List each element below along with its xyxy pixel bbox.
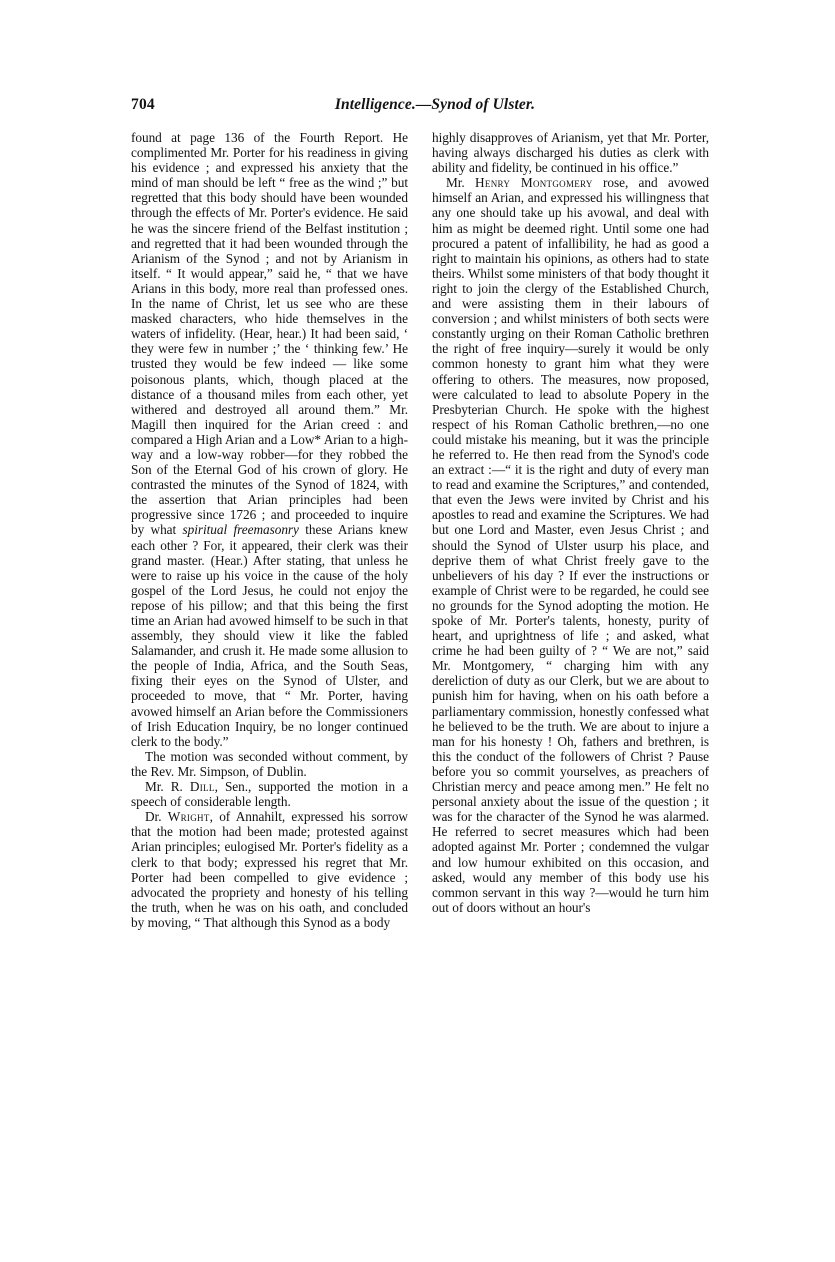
paragraph: The motion was seconded without comment, by the Rev. Mr. Simpson, of Dublin. xyxy=(131,748,408,779)
page-number: 704 xyxy=(131,96,155,113)
paragraph: Dr. Wright, of Annahilt, expressed his sorrow that the motion had been made; protested against Arian principles; eulogised Mr. Porter's fidelity as a clerk to that body; expressed his regret that Mr. Porter had been compelled to give evidence ; advocated the propriety and honesty of his telling the truth, when he was on his oath, and concluded by moving, “ That although this Synod as a body xyxy=(131,809,408,930)
italic-phrase: spiritual freemasonry xyxy=(182,522,299,538)
paragraph: Mr. Henry Montgomery rose, and avowed himself an Arian, and expressed his willingness that any one should take up his avowal, and deal with him as might be deemed right. Until some one had procured a patent of infallibility, he had as good a right to maintain his opinions, as others had to state theirs. Whilst some ministers of that body thought it right to join the clergy of the Established Church, and were assisting them in their labours of conversion ; and whilst ministers of both sects were constantly urging on their Roman Catholic brethren the right of free inquiry—surely it would be only common honesty to grant him what they were offering to others. The measures, now proposed, were calculated to lead to absolute Popery in the Presbyterian Church. He spoke with the highest respect of his Roman Catholic brethren,—no one could mistake his meaning, but it was the principle he referred to. He then read from the Synod's code an extract :—“ it is the right and duty of every man to read and examine the Scriptures,” and contended, that even the Jews were invited by Christ and his apostles to read and examine the Scriptures. We had but one Lord and Master, even Jesus Christ ; and should the Synod of Ulster usurp his place, and deprive them of what Christ freely gave to the unbelievers of his day ? If ever the instructions or example of Christ were to be regarded, he could see no grounds for the Synod adopting the motion. He spoke of Mr. Porter's talents, honesty, purity of heart, and uprightness of life ; and asked, what crime he had been guilty of ? “ We are not,” said Mr. Montgomery, “ charging him with any dereliction of duty as our Clerk, but we are about to punish him for having, when on his oath before a parliamentary commission, honestly confessed what he believed to be the truth. We are about to injure a man for his honesty ! Oh, fathers and brethren, is this the conduct of the followers of Christ ? Pause before you so commit yourselves, as preachers of Christian mercy and peace among men.” He felt no personal anxiety about the issue of the question ; it was for the character of the Synod he was alarmed. He referred to secret measures which had been adopted against Mr. Porter ; condemned the vulgar and low humour exhibited on this occasion, and asked, would any member of this body use his common servant in this way ?—would he turn him out of doors without an hour's xyxy=(432,175,709,915)
column-right xyxy=(432,130,709,915)
small-caps-name: Henry Montgomery xyxy=(475,175,593,191)
column-left xyxy=(131,130,408,930)
small-caps-name: Wright xyxy=(167,809,210,825)
paragraph: Mr. R. Dill, Sen., supported the motion in a speech of considerable length. xyxy=(131,779,408,810)
paragraph: found at page 136 of the Fourth Report. He complimented Mr. Porter for his readiness in giving his evidence ; and expressed his anxiety that the mind of man should be left “ free as the wind ;” but regretted that this body should have been wounded through the effects of Mr. Porter's evidence. He said he was the sincere friend of the Belfast institution ; and regretted that it had been wounded through the Arianism of the Synod ; and not by Arianism in itself. “ It would appear,” said he, “ that we have Arians in this body, more real than professed ones. In the name of Christ, let us see who are these masked characters, who hide themselves in the waters of infidelity. (Hear, hear.) It had been said, ‘ they were few in number ;’ the ‘ thinking few.’ He trusted they would be few indeed — like some poisonous plants, which, though placed at the distance of a thousand miles from each other, yet withered and destroyed all around them.” Mr. Magill then inquired for the Arian creed : and compared a High Arian and a Low* Arian to a high-way and a low-way robber—for they robbed the Son of the Eternal God of his crown of glory. He contrasted the minutes of the Synod of 1824, with the assertion that Arian principles had been progressive since 1726 ; and proceeded to inquire by what spiritual freemasonry these Arians knew each other ? For, it appeared, their clerk was their grand master. (Hear.) After stating, that unless he were to raise up his voice in the cause of the holy gospel of the Lord Jesus, he could not enjoy the repose of his pillow; and that this being the first time an Arian had avowed himself to be such in that assembly, they should view it like the fabled Salamander, and crush it. He made some allusion to the people of India, Africa, and the South Seas, fixing their eyes on the Synod of Ulster, and proceeded to move, that “ Mr. Porter, having avowed himself an Arian before the Commissioners of Irish Education Inquiry, be no longer continued clerk to the body.” xyxy=(131,130,408,749)
small-caps-name: Dill xyxy=(189,779,215,795)
running-head xyxy=(131,95,711,119)
paragraph: highly disapproves of Arianism, yet that Mr. Porter, having always discharged his duties as clerk with ability and fidelity, be continued in his office.” xyxy=(432,130,709,176)
running-head-title: Intelligence.—Synod of Ulster. xyxy=(334,96,536,113)
